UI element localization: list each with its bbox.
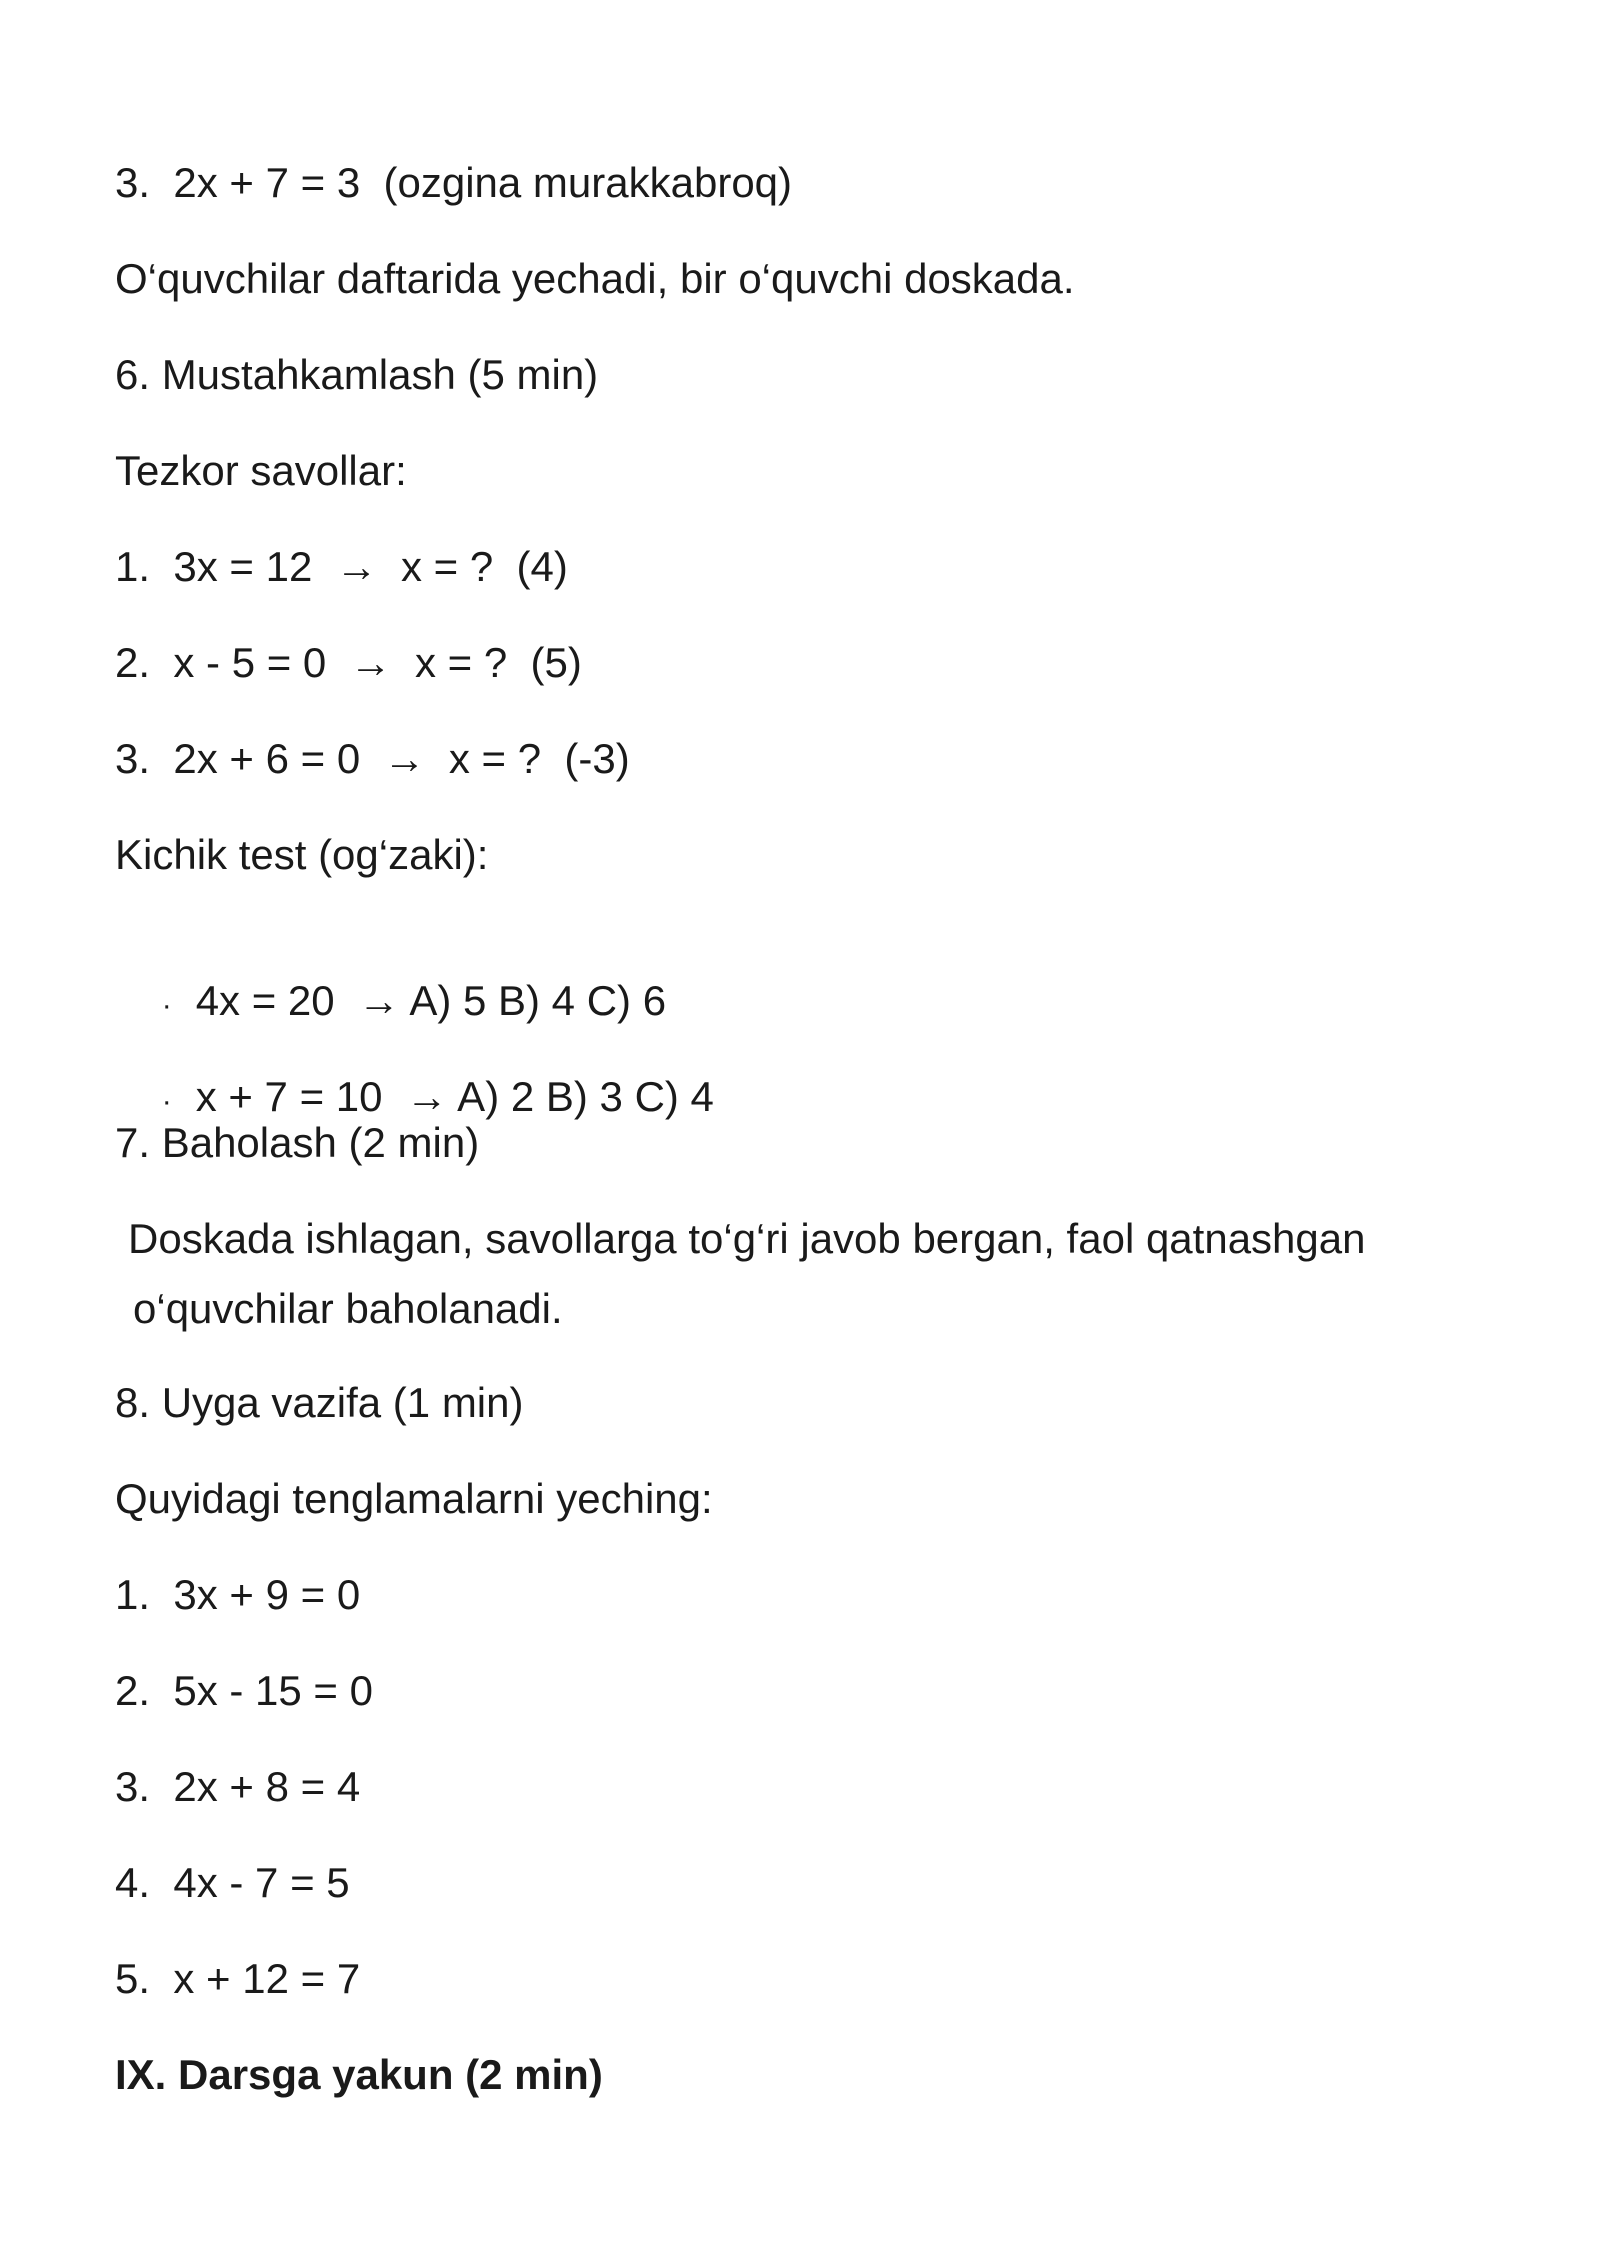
grading-text-line-2: o‘quvchilar baholanadi. <box>133 1285 563 1332</box>
grading-text-line-1: Doskada ishlagan, savollarga to‘g‘ri javob bergan, faol qatnashgan <box>128 1215 1366 1262</box>
quick-question-2: 2. x - 5 = 0 → x = ? (5) <box>115 639 582 686</box>
quick-questions-label: Tezkor savollar: <box>115 447 407 494</box>
bullet-icon: · <box>161 989 172 1022</box>
quick-question-3: 3. 2x + 6 = 0 → x = ? (-3) <box>115 735 630 782</box>
oral-test-item-text: x + 7 = 10 → A) 2 B) 3 C) 4 <box>195 1073 714 1120</box>
homework-item-2: 2. 5x - 15 = 0 <box>115 1667 373 1714</box>
section-heading-conclusion: IX. Darsga yakun (2 min) <box>115 2051 603 2098</box>
quick-question-1: 1. 3x = 12 → x = ? (4) <box>115 543 568 590</box>
homework-item-5: 5. x + 12 = 7 <box>115 1955 361 2002</box>
section-heading-reinforcement: 6. Mustahkamlash (5 min) <box>115 351 599 398</box>
section-heading-grading: 7. Baholash (2 min) <box>115 1119 480 1166</box>
bullet-icon: · <box>161 1085 172 1118</box>
task-item-3: 3. 2x + 7 = 3 (ozgina murakkabroq) <box>115 159 793 206</box>
homework-item-4: 4. 4x - 7 = 5 <box>115 1859 350 1906</box>
homework-item-3: 3. 2x + 8 = 4 <box>115 1763 361 1810</box>
oral-test-item-text: 4x = 20 → A) 5 B) 4 C) 6 <box>195 977 667 1024</box>
section-heading-homework: 8. Uyga vazifa (1 min) <box>115 1379 524 1426</box>
homework-instruction: Quyidagi tenglamalarni yeching: <box>115 1475 713 1522</box>
homework-item-1: 1. 3x + 9 = 0 <box>115 1571 361 1618</box>
oral-test-label: Kichik test (og‘zaki): <box>115 831 489 878</box>
instruction-text: O‘quvchilar daftarida yechadi, bir o‘quvchi doskada. <box>115 255 1075 302</box>
